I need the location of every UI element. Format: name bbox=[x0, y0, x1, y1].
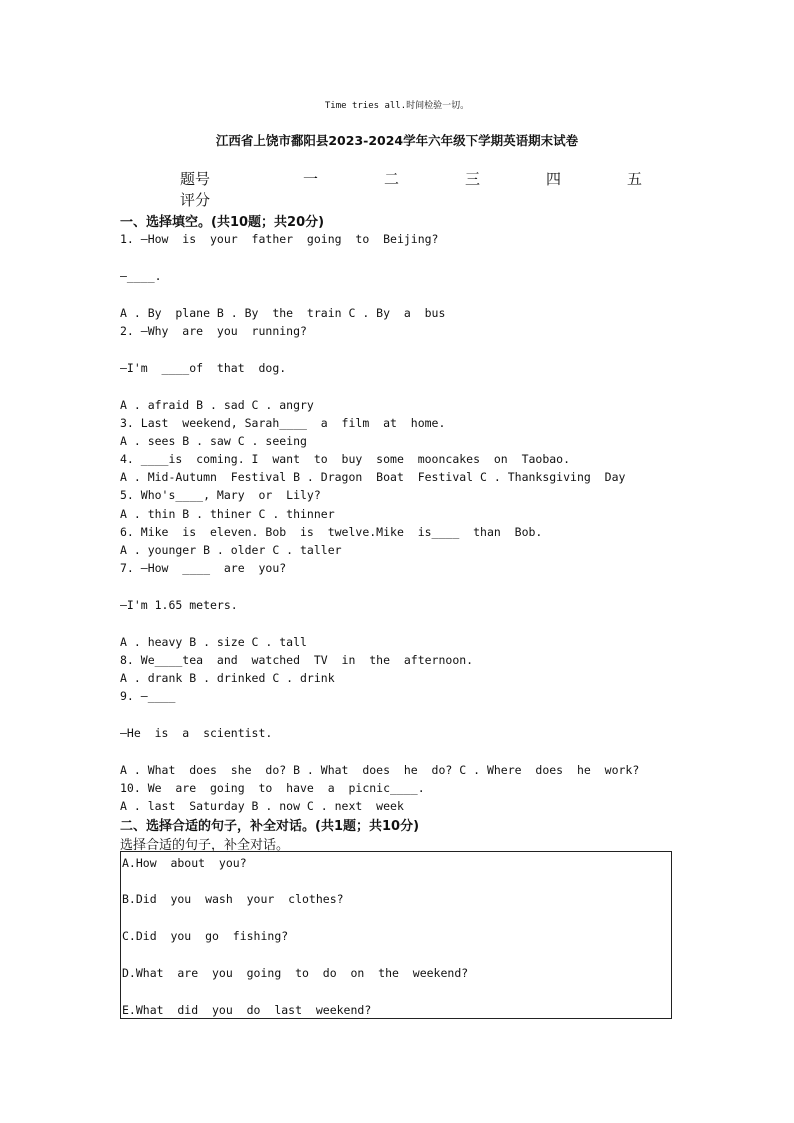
section-2-instruction: 选择合适的句子，补全对话。 bbox=[120, 838, 290, 853]
question-8: 8. We____tea and watched TV in the afternoon. bbox=[120, 653, 474, 667]
motto: Time tries all.时间检验一切。 bbox=[324, 101, 470, 111]
score-table-row-label-score: 评分 bbox=[180, 191, 211, 209]
question-5: 5. Who's____, Mary or Lily? bbox=[120, 488, 321, 502]
question-7: 7. —How ____ are you? bbox=[120, 561, 287, 575]
question-10: 10. We are going to have a picnic____. bbox=[120, 781, 425, 795]
choice-a: A.How about you? bbox=[122, 856, 247, 870]
section-1-heading: 一、选择填空。(共10题；共20分) bbox=[120, 215, 325, 230]
question-2-reply: —I'm ____of that dog. bbox=[120, 361, 287, 375]
question-1: 1. —How is your father going to Beijing? bbox=[120, 232, 439, 246]
question-2: 2. —Why are you running? bbox=[120, 324, 307, 338]
score-table-col-1: 一 bbox=[303, 170, 319, 188]
score-table-col-3: 三 bbox=[465, 170, 481, 188]
exam-title: 江西省上饶市鄱阳县2023-2024学年六年级下学期英语期末试卷 bbox=[215, 133, 579, 148]
question-4-options: A . Mid-Autumn Festival B . Dragon Boat Festival C . Thanksgiving Day bbox=[120, 470, 626, 484]
score-table-col-5: 五 bbox=[627, 170, 643, 188]
question-10-options: A . last Saturday B . now C . next week bbox=[120, 799, 404, 813]
score-table-col-2: 二 bbox=[384, 170, 400, 188]
question-3-options: A . sees B . saw C . seeing bbox=[120, 434, 307, 448]
question-7-reply: —I'm 1.65 meters. bbox=[120, 598, 238, 612]
question-9-options: A . What does she do? B . What does he do? C . Where does he work? bbox=[120, 763, 640, 777]
score-table-col-4: 四 bbox=[546, 170, 562, 188]
question-3: 3. Last weekend, Sarah____ a film at home. bbox=[120, 416, 446, 430]
question-2-options: A . afraid B . sad C . angry bbox=[120, 398, 314, 412]
question-4: 4. ____is coming. I want to buy some mooncakes on Taobao. bbox=[120, 452, 571, 466]
choice-e: E.What did you do last weekend? bbox=[122, 1003, 372, 1017]
choice-d: D.What are you going to do on the weekend? bbox=[122, 966, 469, 980]
question-6: 6. Mike is eleven. Bob is twelve.Mike is____ than Bob. bbox=[120, 525, 543, 539]
question-5-options: A . thin B . thiner C . thinner bbox=[120, 507, 335, 521]
question-7-options: A . heavy B . size C . tall bbox=[120, 635, 307, 649]
score-table-row-label-number: 题号 bbox=[180, 170, 211, 188]
choice-b: B.Did you wash your clothes? bbox=[122, 892, 344, 906]
dialogue-choices-box bbox=[120, 851, 672, 1019]
choice-c: C.Did you go fishing? bbox=[122, 929, 289, 943]
question-1-options: A . By plane B . By the train C . By a bus bbox=[120, 306, 446, 320]
question-1-reply: —____. bbox=[120, 269, 162, 283]
question-9-reply: —He is a scientist. bbox=[120, 726, 273, 740]
question-8-options: A . drank B . drinked C . drink bbox=[120, 671, 335, 685]
question-9: 9. —____ bbox=[120, 689, 176, 703]
question-6-options: A . younger B . older C . taller bbox=[120, 543, 342, 557]
section-2-heading: 二、选择合适的句子，补全对话。(共1题；共10分) bbox=[120, 819, 420, 834]
